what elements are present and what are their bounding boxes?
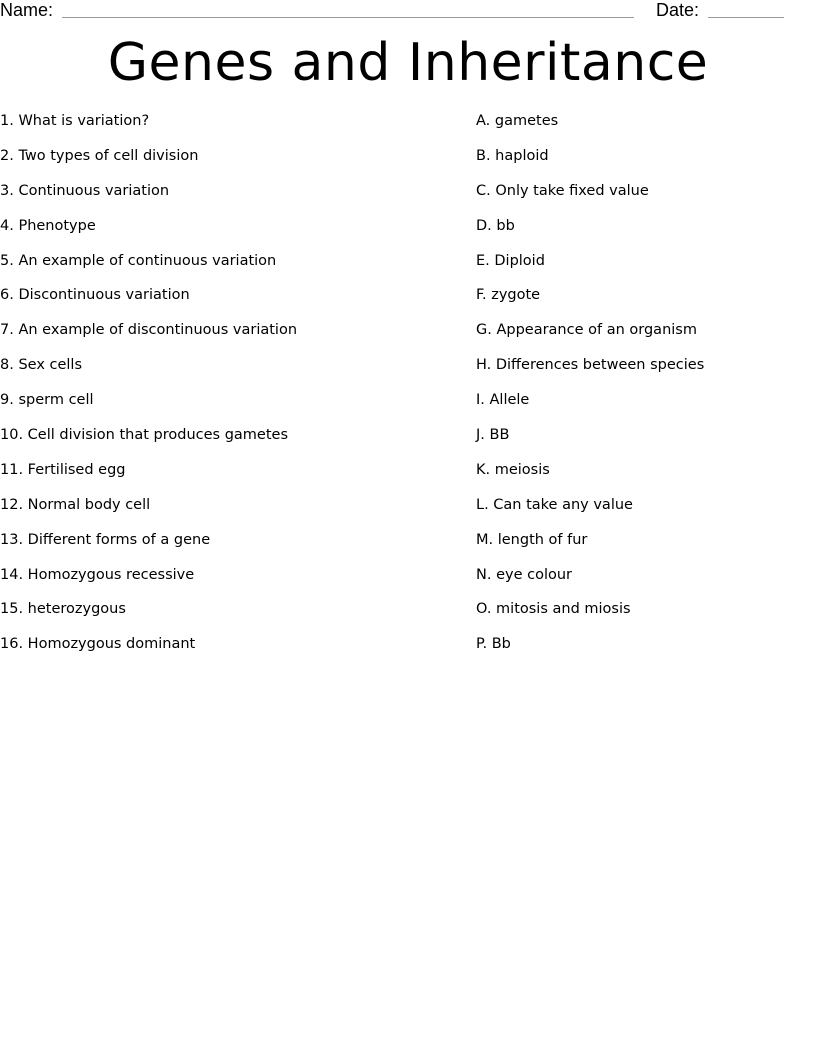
answer-item: B. haploid xyxy=(476,147,549,164)
question-item: 8. Sex cells xyxy=(0,357,83,374)
question-item: 14. Homozygous recessive xyxy=(0,566,195,583)
name-label: Name: xyxy=(0,0,54,20)
answer-item: K. meiosis xyxy=(476,461,550,478)
answer-item: N. eye colour xyxy=(476,566,572,583)
answer-item: A. gametes xyxy=(476,113,559,129)
answer-item: G. Appearance of an organism xyxy=(476,322,697,339)
answer-item: O. mitosis and miosis xyxy=(476,601,631,618)
answer-item: M. length of fur xyxy=(476,531,588,548)
answer-item: H. Differences between species xyxy=(476,357,705,374)
answers-list xyxy=(476,112,704,670)
question-item: 6. Discontinuous variation xyxy=(0,287,190,304)
question-item: 11. Fertilised egg xyxy=(0,461,126,478)
answer-item: I. Allele xyxy=(476,392,530,409)
answer-item: F. zygote xyxy=(476,287,541,304)
page-title: Genes and Inheritance xyxy=(107,33,709,93)
question-item: 7. An example of discontinuous variation xyxy=(0,322,298,339)
answer-item: P. Bb xyxy=(476,636,511,653)
question-item: 4. Phenotype xyxy=(0,217,96,234)
question-item: 15. heterozygous xyxy=(0,601,126,618)
question-item: 2. Two types of cell division xyxy=(0,147,199,164)
answer-item: C. Only take fixed value xyxy=(476,182,649,199)
date-blank-line xyxy=(708,17,784,18)
date-label: Date: xyxy=(656,0,700,20)
question-item: 13. Different forms of a gene xyxy=(0,531,211,548)
answer-item: E. Diploid xyxy=(476,252,545,269)
question-item: 3. Continuous variation xyxy=(0,182,170,199)
answer-item: L. Can take any value xyxy=(476,496,633,513)
header-row xyxy=(0,0,816,22)
name-blank-line xyxy=(62,17,634,18)
answer-item: J. BB xyxy=(476,427,510,444)
question-item: 16. Homozygous dominant xyxy=(0,636,196,653)
question-item: 5. An example of continuous variation xyxy=(0,252,277,269)
answer-item: D. bb xyxy=(476,217,515,234)
questions-list xyxy=(0,112,297,670)
question-item: 9. sperm cell xyxy=(0,392,94,409)
question-item: 12. Normal body cell xyxy=(0,496,151,513)
question-item: 1. What is variation? xyxy=(0,113,150,129)
question-item: 10. Cell division that produces gametes xyxy=(0,427,288,444)
